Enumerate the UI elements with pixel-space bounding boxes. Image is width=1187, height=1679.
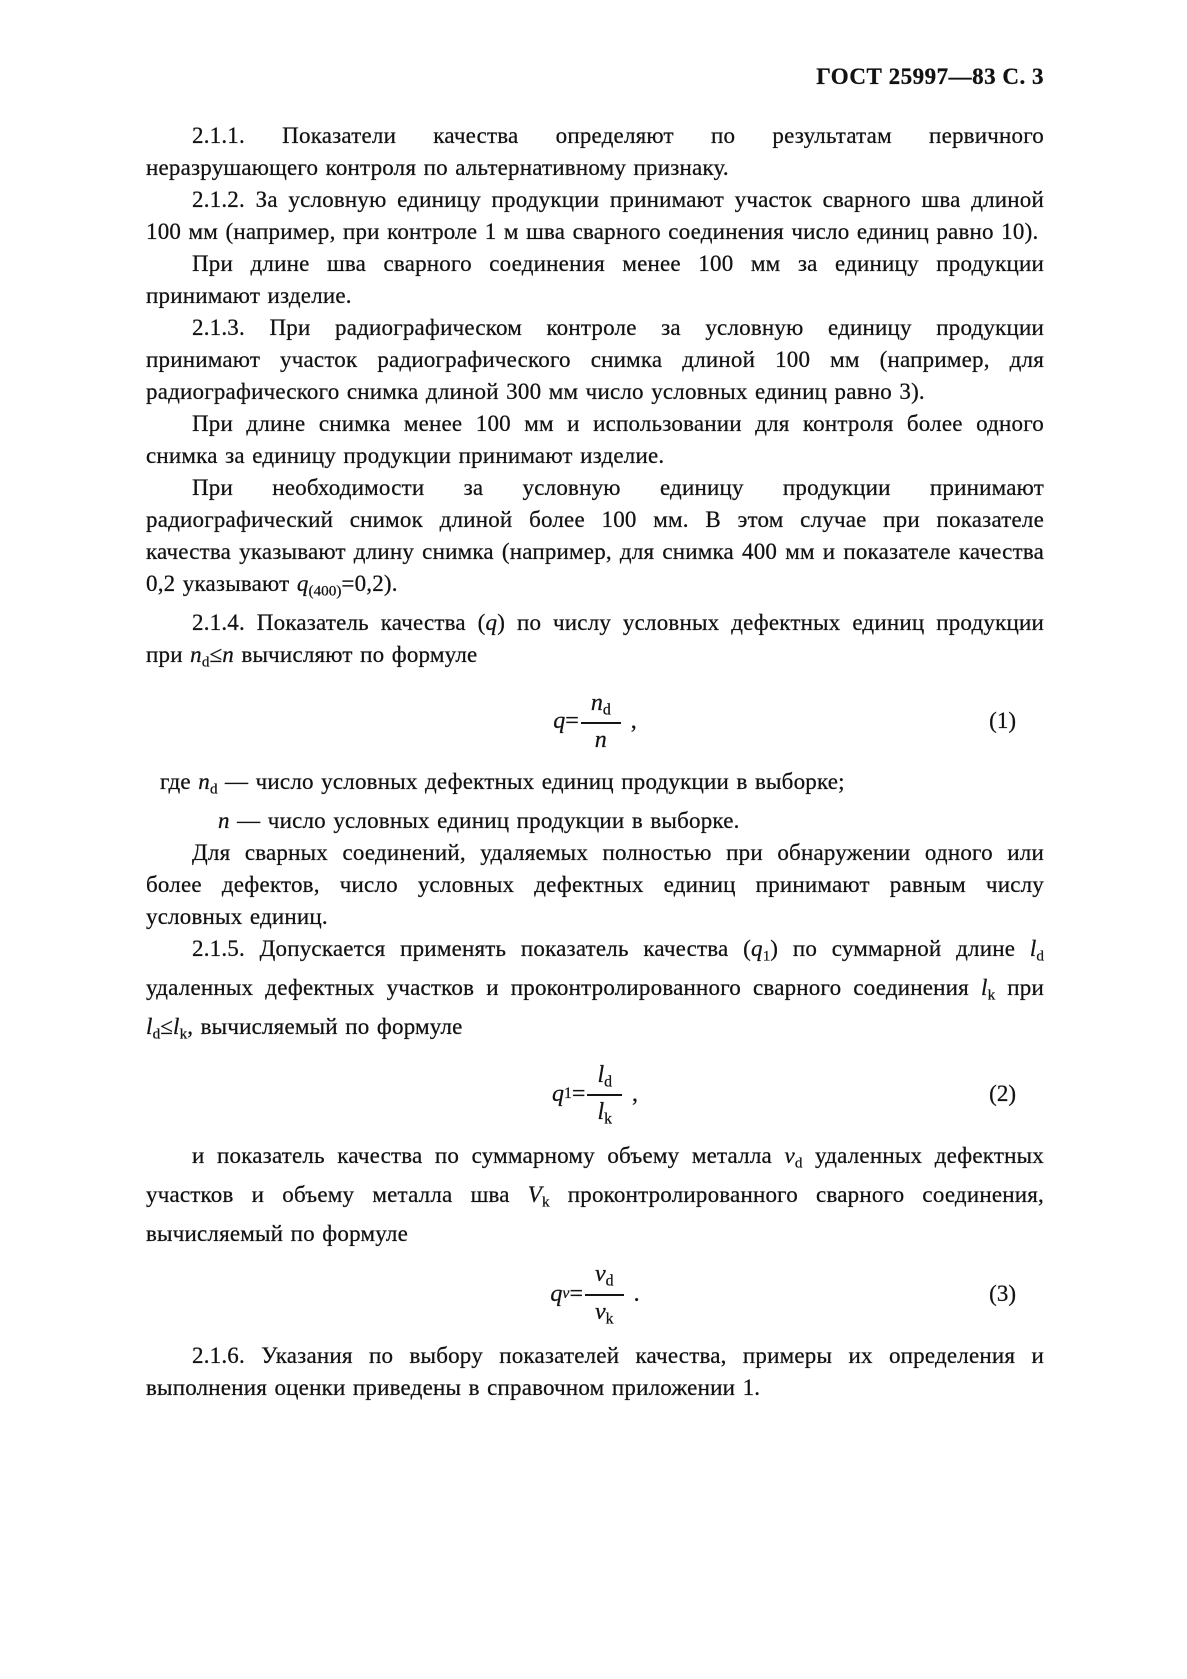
page-header: ГОСТ 25997—83 С. 3 <box>816 64 1044 89</box>
text-run: =0,2). <box>341 571 398 596</box>
equation-number: (1) <box>989 708 1016 734</box>
text-run: = <box>565 707 579 734</box>
text-run: ) по числу условных дефектных единиц продукции при <box>146 610 1044 668</box>
variable-text: q <box>550 1280 563 1307</box>
subscript-text: k <box>604 1110 613 1128</box>
formula-punctuation: . <box>633 1280 640 1307</box>
variable-text: l <box>146 1014 153 1040</box>
subscript-text: d <box>604 1072 613 1090</box>
text-run: проконтролированного сварного соединения, вычисляемый по формуле <box>146 1182 1044 1247</box>
variable-text: n <box>198 768 210 794</box>
subscript-text: k <box>542 1193 550 1211</box>
paragraph <box>146 607 1044 678</box>
subscript-text: k <box>179 1025 188 1043</box>
text-run: = <box>569 1280 583 1307</box>
document-body <box>146 120 1044 1404</box>
subscript-text: (400) <box>308 582 342 600</box>
paragraph <box>146 1140 1044 1251</box>
variable-text: V <box>527 1182 543 1208</box>
text-run: где <box>160 768 199 794</box>
subscript-text: 1 <box>563 1085 572 1103</box>
text-run: ) по суммарной длине <box>770 935 1030 961</box>
text-run: , вычисляемый по формуле <box>187 1014 463 1040</box>
formula <box>146 689 1044 754</box>
paragraph <box>146 408 1044 472</box>
fraction <box>587 1061 622 1128</box>
variable-text: q <box>296 571 309 596</box>
fraction-denominator <box>597 1096 612 1128</box>
variable-text: q <box>553 707 566 734</box>
variable-text: q <box>551 1080 564 1107</box>
fraction-numerator <box>585 1260 624 1295</box>
text-run: и показатель качества по суммарному объему металла <box>192 1142 785 1168</box>
variable-text: l <box>981 975 988 1001</box>
fraction-denominator <box>595 1296 614 1328</box>
paragraph <box>146 184 1044 248</box>
variable-text: v <box>595 1261 606 1288</box>
variable-text: l <box>597 1061 605 1088</box>
fraction-denominator <box>595 724 607 754</box>
fraction <box>581 689 621 754</box>
text-run: ≤ <box>209 642 223 668</box>
paragraph <box>146 120 1044 184</box>
text-run: — число условных единиц продукции в выборке. <box>229 807 740 833</box>
subscript-text: d <box>1036 947 1044 965</box>
text-run: вычисляют по формуле <box>234 642 478 668</box>
fraction-numerator <box>581 689 621 724</box>
formula-expression <box>550 1260 639 1327</box>
variable-text: q <box>751 935 763 961</box>
formula-expression <box>553 689 636 754</box>
paragraph <box>146 766 1044 805</box>
text-run: 2.1.1. Показатели качества определяют по результатам первичного неразрушающего контроля по альтернативному признаку. <box>146 123 1044 180</box>
paragraph <box>146 805 1044 837</box>
subscript-text: k <box>987 986 996 1004</box>
formula <box>146 1061 1044 1128</box>
text-run: удаленных дефектных участков и проконтролированного сварного соединения <box>146 975 982 1001</box>
text-run: удаленных дефектных участков и объему металла шва <box>146 1142 1044 1208</box>
formula-expression <box>552 1061 638 1128</box>
text-run: 2.1.4. Показатель качества ( <box>192 610 486 636</box>
variable-text: l <box>1029 935 1037 961</box>
text-run: При необходимости за условную единицу продукции принимают радиографический снимок длиной более 100 мм. В этом случае при показателе качества указывают длину снимка (например, для снимка 400 мм и показателе качества 0,2 указывают <box>146 475 1044 596</box>
subscript-text: 1 <box>762 947 771 965</box>
variable-text: n <box>222 642 234 668</box>
variable-text: l <box>173 1014 180 1040</box>
variable-text: v <box>595 1298 606 1325</box>
text-run: При длине снимка менее 100 мм и использовании для контроля более одного снимка за единицу продукции принимают изделие. <box>146 411 1044 468</box>
fraction <box>585 1260 624 1327</box>
text-run: = <box>571 1080 586 1107</box>
subscript-text: v <box>562 1285 570 1303</box>
formula-punctuation: , <box>630 707 637 734</box>
subscript-text: d <box>201 653 210 671</box>
variable-text: v <box>784 1142 795 1168</box>
variable-text: n <box>218 807 230 833</box>
variable-text: q <box>485 610 498 636</box>
variable-text: n <box>190 642 202 668</box>
variable-text: n <box>594 726 607 753</box>
paragraph <box>146 837 1044 933</box>
variable-text: l <box>597 1098 605 1125</box>
paragraph <box>146 472 1044 607</box>
text-run: — число условных дефектных единиц продукции в выборке; <box>217 768 845 794</box>
fraction-numerator <box>587 1061 622 1096</box>
text-run: При длине шва сварного соединения менее 100 мм за единицу продукции принимают изделие. <box>146 251 1044 308</box>
text-run: 2.1.3. При радиографическом контроле за условную единицу продукции принимают участок радиографического снимка длиной 100 мм (например, для радиографического снимка длиной 300 мм число условных единиц равно 3). <box>146 315 1044 404</box>
subscript-text: d <box>605 1272 614 1290</box>
text-run: Для сварных соединений, удаляемых полностью при обнаружении одного или более дефектов, число условных дефектных единиц принимают равным числу условных единиц. <box>146 839 1044 929</box>
subscript-text: d <box>794 1154 803 1172</box>
formula-punctuation: , <box>632 1080 639 1107</box>
paragraph <box>146 248 1044 312</box>
paragraph <box>146 1340 1044 1404</box>
text-run: ≤ <box>160 1014 174 1040</box>
variable-text: n <box>590 689 603 716</box>
text-run: 2.1.5. Допускается применять показатель качества ( <box>192 935 751 961</box>
subscript-text: d <box>602 700 611 718</box>
text-run: при <box>995 975 1045 1001</box>
paragraph <box>146 312 1044 408</box>
text-run: 2.1.6. Указания по выбору показателей качества, примеры их определения и выполнения оценки приведены в справочном приложении 1. <box>146 1342 1044 1400</box>
paragraph <box>146 933 1044 1051</box>
text-run: 2.1.2. За условную единицу продукции принимают участок сварного шва длиной 100 мм (например, при контроле 1 м шва сварного соединения число единиц равно 10). <box>146 187 1044 244</box>
subscript-text: d <box>152 1025 161 1043</box>
formula <box>146 1260 1044 1327</box>
subscript-text: d <box>209 779 218 797</box>
equation-number: (2) <box>989 1081 1016 1107</box>
subscript-text: k <box>605 1309 614 1327</box>
equation-number: (3) <box>989 1281 1016 1306</box>
